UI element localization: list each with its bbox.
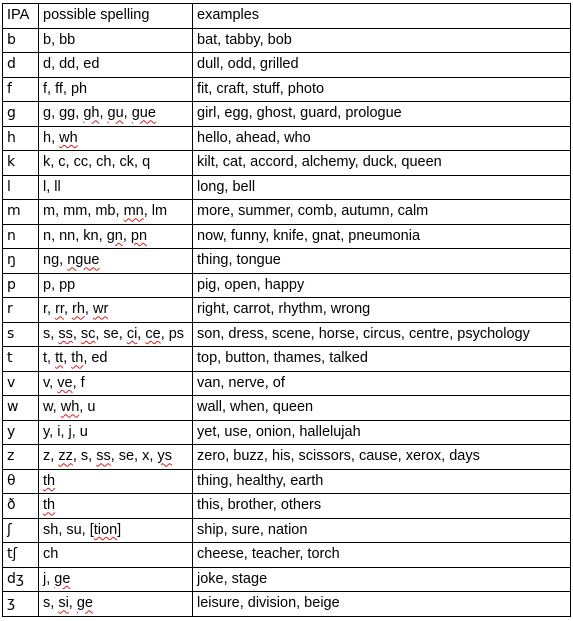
table-row — [3, 445, 571, 470]
table-row — [3, 371, 571, 396]
table-row — [3, 567, 571, 592]
possible-spelling-cell — [39, 224, 193, 249]
cell-text: n, nn, kn, — [43, 227, 107, 244]
ipa-symbol: m — [3, 200, 39, 225]
examples-cell — [193, 567, 571, 592]
cell-text: r, — [43, 301, 56, 318]
cell-text: bat, tabby, bob — [197, 31, 292, 48]
table-row — [3, 151, 571, 176]
table-row — [3, 396, 571, 421]
ipa-symbol: y — [3, 420, 39, 445]
possible-spelling-cell — [39, 347, 193, 372]
possible-spelling-cell — [39, 77, 193, 102]
possible-spelling-cell — [39, 175, 193, 200]
examples-cell — [193, 592, 571, 617]
cell-text: s, — [43, 325, 59, 342]
possible-spelling-cell — [39, 151, 193, 176]
examples-cell — [193, 469, 571, 494]
cell-text: son, dress, scene, horse, circus, centre, psychology — [197, 325, 530, 342]
possible-spelling-cell — [39, 298, 193, 323]
spellcheck-flagged-text: gh — [83, 105, 100, 122]
cell-text: yet, use, onion, hallelujah — [197, 423, 361, 440]
header-ipa: IPA — [3, 4, 39, 29]
cell-text: , — [84, 301, 93, 318]
spellcheck-flagged-text: si — [58, 595, 69, 612]
table-row — [3, 200, 571, 225]
possible-spelling-cell — [39, 494, 193, 519]
cell-text: , ed — [83, 350, 108, 367]
header-possible-spelling: possible spelling — [39, 4, 193, 29]
table-row — [3, 298, 571, 323]
cell-text: long, bell — [197, 178, 256, 195]
spellcheck-flagged-text: wr — [92, 301, 109, 318]
cell-text: more, summer, comb, autumn, calm — [197, 203, 429, 220]
ipa-symbol: h — [3, 126, 39, 151]
cell-text: h, — [43, 129, 60, 146]
cell-text: wall, when, queen — [197, 399, 314, 416]
examples-cell — [193, 494, 571, 519]
table-body — [3, 28, 571, 616]
cell-text: , — [68, 595, 77, 612]
table-row — [3, 249, 571, 274]
spellcheck-flagged-text: ge — [76, 595, 93, 612]
possible-spelling-cell — [39, 126, 193, 151]
ipa-symbol: d — [3, 53, 39, 78]
cell-text: w, — [43, 399, 61, 416]
cell-text: ch — [43, 546, 59, 563]
possible-spelling-cell — [39, 469, 193, 494]
cell-text: ] — [117, 521, 122, 538]
ipa-symbol: z — [3, 445, 39, 470]
table-row — [3, 420, 571, 445]
spellcheck-flagged-text: wh — [60, 399, 80, 416]
cell-text: right, carrot, rhythm, wrong — [197, 301, 371, 318]
examples-cell — [193, 298, 571, 323]
examples-cell — [193, 224, 571, 249]
examples-cell — [193, 518, 571, 543]
examples-cell — [193, 347, 571, 372]
spellcheck-flagged-text: ys — [157, 448, 172, 465]
cell-text: z, — [43, 448, 59, 465]
examples-cell — [193, 28, 571, 53]
ipa-symbol: tʃ — [3, 543, 39, 568]
cell-text: f, ff, ph — [43, 80, 88, 97]
cell-text: hello, ahead, who — [197, 129, 311, 146]
ipa-symbol: ŋ — [3, 249, 39, 274]
examples-cell — [193, 445, 571, 470]
cell-text: sh, su, [ — [43, 521, 94, 538]
cell-text: b, bb — [43, 31, 76, 48]
table-row — [3, 175, 571, 200]
cell-text: joke, stage — [197, 570, 268, 587]
cell-text: this, brother, others — [197, 497, 322, 514]
examples-cell — [193, 126, 571, 151]
spellcheck-flagged-text: sc — [80, 325, 96, 342]
ipa-symbol: l — [3, 175, 39, 200]
examples-cell — [193, 53, 571, 78]
examples-cell — [193, 77, 571, 102]
examples-cell — [193, 371, 571, 396]
cell-text: , — [63, 350, 72, 367]
spellcheck-flagged-text: th — [43, 472, 56, 489]
cell-text: dull, odd, grilled — [197, 56, 299, 73]
possible-spelling-cell — [39, 322, 193, 347]
spellcheck-flagged-text: pn — [130, 227, 148, 244]
table-row — [3, 28, 571, 53]
table-row — [3, 347, 571, 372]
cell-text: , u — [79, 399, 96, 416]
ipa-symbol: θ — [3, 469, 39, 494]
ipa-symbol: f — [3, 77, 39, 102]
spellcheck-flagged-text: ngue — [67, 252, 100, 269]
spellcheck-flagged-text: zz — [58, 448, 73, 465]
cell-text: , — [123, 105, 132, 122]
examples-cell — [193, 249, 571, 274]
cell-text: , ps — [160, 325, 185, 342]
spellcheck-flagged-text: ss — [96, 448, 111, 465]
table-row — [3, 543, 571, 568]
table-row — [3, 77, 571, 102]
cell-text: t, — [43, 350, 56, 367]
cell-text: s, — [43, 595, 59, 612]
cell-text: d, dd, ed — [43, 56, 100, 73]
possible-spelling-cell — [39, 53, 193, 78]
spellcheck-flagged-text: gue — [131, 105, 156, 122]
cell-text: , — [72, 325, 81, 342]
spellcheck-flagged-text: rh — [72, 301, 85, 318]
cell-text: , — [99, 105, 108, 122]
cell-text: , s, — [72, 448, 97, 465]
possible-spelling-cell — [39, 200, 193, 225]
possible-spelling-cell — [39, 567, 193, 592]
possible-spelling-cell — [39, 249, 193, 274]
table-row — [3, 53, 571, 78]
possible-spelling-cell — [39, 273, 193, 298]
table-row — [3, 494, 571, 519]
table-row — [3, 518, 571, 543]
ipa-symbol: s — [3, 322, 39, 347]
cell-text: zero, buzz, his, scissors, cause, xerox, days — [197, 448, 480, 465]
spellcheck-flagged-text: ss — [58, 325, 73, 342]
cell-text: g, gg, — [43, 105, 84, 122]
ipa-symbol: p — [3, 273, 39, 298]
possible-spelling-cell — [39, 592, 193, 617]
ipa-symbol: b — [3, 28, 39, 53]
spellcheck-flagged-text: rr — [55, 301, 64, 318]
spellcheck-flagged-text: gn — [106, 227, 123, 244]
spellcheck-flagged-text: ve — [57, 374, 73, 391]
possible-spelling-cell — [39, 28, 193, 53]
table-row — [3, 273, 571, 298]
cell-text: k, c, cc, ch, ck, q — [43, 154, 151, 171]
ipa-symbol: ʒ — [3, 592, 39, 617]
cell-text: thing, tongue — [197, 252, 281, 269]
examples-cell — [193, 543, 571, 568]
ipa-symbol: v — [3, 371, 39, 396]
table-header — [3, 4, 571, 29]
spellcheck-flagged-text: th — [43, 497, 56, 514]
cell-text: m, mm, mb, — [43, 203, 124, 220]
ipa-symbol: ð — [3, 494, 39, 519]
cell-text: kilt, cat, accord, alchemy, duck, queen — [197, 154, 442, 171]
possible-spelling-cell — [39, 543, 193, 568]
possible-spelling-cell — [39, 518, 193, 543]
spellcheck-flagged-text: mn — [123, 203, 144, 220]
cell-text: , — [63, 301, 73, 318]
cell-text: fit, craft, stuff, photo — [197, 80, 325, 97]
examples-cell — [193, 175, 571, 200]
cell-text: van, nerve, of — [197, 374, 285, 391]
ipa-symbol: dʒ — [3, 567, 39, 592]
table-row — [3, 126, 571, 151]
spellcheck-flagged-text: tt — [55, 350, 64, 367]
examples-cell — [193, 200, 571, 225]
cell-text: , — [137, 325, 146, 342]
cell-text: top, button, thames, talked — [197, 350, 368, 367]
cell-text: thing, healthy, earth — [197, 472, 324, 489]
table-row — [3, 592, 571, 617]
ipa-symbol: n — [3, 224, 39, 249]
possible-spelling-cell — [39, 445, 193, 470]
examples-cell — [193, 151, 571, 176]
cell-text: v, — [43, 374, 58, 391]
cell-text: j, — [43, 570, 55, 587]
cell-text: cheese, teacher, torch — [197, 546, 340, 563]
possible-spelling-cell — [39, 396, 193, 421]
table-row — [3, 322, 571, 347]
spellcheck-flagged-text: th — [71, 350, 84, 367]
cell-text: l, ll — [43, 178, 61, 195]
cell-text: ship, sure, nation — [197, 521, 308, 538]
spellcheck-flagged-text: tion — [93, 521, 118, 538]
table-row — [3, 102, 571, 127]
header-examples: examples — [193, 4, 571, 29]
ipa-symbol: k — [3, 151, 39, 176]
ipa-symbol: r — [3, 298, 39, 323]
cell-text: pig, open, happy — [197, 276, 305, 293]
spellcheck-flagged-text: ce — [145, 325, 161, 342]
cell-text: now, funny, knife, gnat, pneumonia — [197, 227, 421, 244]
cell-text: , se, x, — [110, 448, 158, 465]
cell-text: , se, — [95, 325, 127, 342]
table-row — [3, 224, 571, 249]
possible-spelling-cell — [39, 420, 193, 445]
cell-text: , — [122, 227, 131, 244]
spellcheck-flagged-text: gu — [107, 105, 124, 122]
header-row — [3, 4, 571, 29]
cell-text: p, pp — [43, 276, 76, 293]
spellcheck-flagged-text: ge — [54, 570, 71, 587]
table-row — [3, 469, 571, 494]
examples-cell — [193, 102, 571, 127]
cell-text: girl, egg, ghost, guard, prologue — [197, 105, 402, 122]
cell-text: , f — [72, 374, 85, 391]
cell-text: ng, — [43, 252, 68, 269]
cell-text: , lm — [143, 203, 168, 220]
spellcheck-flagged-text: ci — [126, 325, 138, 342]
ipa-symbol: w — [3, 396, 39, 421]
examples-cell — [193, 322, 571, 347]
possible-spelling-cell — [39, 102, 193, 127]
ipa-symbol: t — [3, 347, 39, 372]
ipa-spelling-table — [2, 3, 571, 617]
ipa-symbol: ʃ — [3, 518, 39, 543]
cell-text: y, i, j, u — [43, 423, 88, 440]
cell-text: leisure, division, beige — [197, 595, 340, 612]
spellcheck-flagged-text: wh — [59, 129, 78, 146]
examples-cell — [193, 396, 571, 421]
ipa-symbol: g — [3, 102, 39, 127]
examples-cell — [193, 420, 571, 445]
examples-cell — [193, 273, 571, 298]
possible-spelling-cell — [39, 371, 193, 396]
